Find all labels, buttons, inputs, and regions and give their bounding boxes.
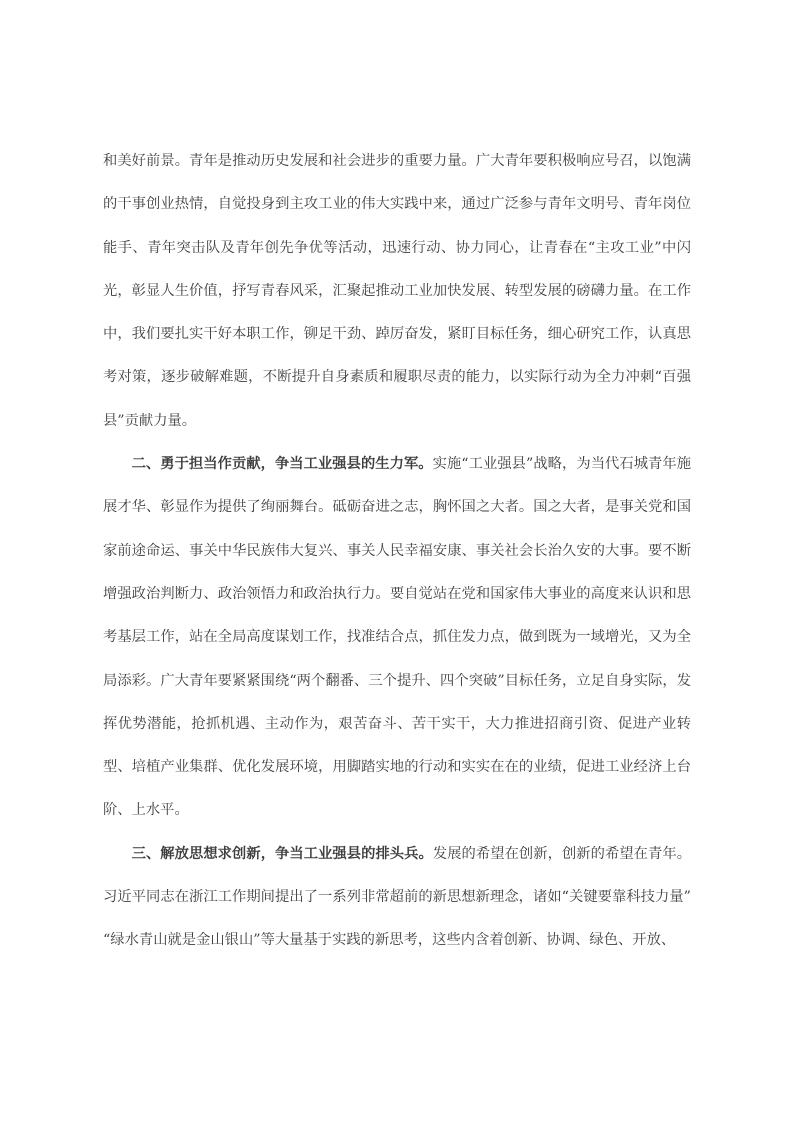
section-heading: 三、解放思想求创新，争当工业强县的排头兵。 xyxy=(131,845,433,862)
paragraph-text: 和美好前景。青年是推动历史发展和社会进步的重要力量。广大青年要积极响应号召，以饱满的干事创业热情，自觉投身到主攻工业的伟大实践中来，通过广泛参与青年文明号、青年岗位能手、青年突击队及青年创先争优等活动，迅速行动、协力同心，让青春在“主攻工业”中闪光，彰显人生价值，抒写青春风采，汇聚起推动工业加快发展、转型发展的磅礴力量。在工作中，我们要扎实干好本职工作，铆足干劲、踔厉奋发，紧盯目标任务，细心研究工作，认真思考对策，逐步破解难题，不断提升自身素质和履职尽责的能力，以实际行动为全力冲刺“百强县”贡献力量。 xyxy=(103,153,691,429)
document-body xyxy=(103,140,691,963)
paragraph-text: 实施“工业强县”战略，为当代石城青年施展才华、彰显作为提供了绚丽舞台。砥砺奋进之志，胸怀国之大者。国之大者，是事关党和国家前途命运、事关中华民族伟大复兴、事关人民幸福安康、事关社会长治久安的大事。要不断增强政治判断力、政治领悟力和政治执行力。要自觉站在党和国家伟大事业的高度来认识和思考基层工作，站在全局高度谋划工作，找准结合点，抓住发力点，做到既为一域增光，又为全局添彩。广大青年要紧紧围绕“两个翻番、三个提升、四个突破”目标任务，立足自身实际，发挥优势潜能，抢抓机遇、主动作为，艰苦奋斗、苦干实干，大力推进招商引资、促进产业转型、培植产业集群、优化发展环境，用脚踏实地的行动和实实在在的业绩，促进工业经济上台阶、上水平。 xyxy=(103,456,691,819)
paragraph-continuation xyxy=(103,140,691,443)
section-heading: 二、勇于担当作贡献，争当工业强县的生力军。 xyxy=(131,456,433,473)
paragraph-section-3 xyxy=(103,833,691,963)
paragraph-section-2 xyxy=(103,443,691,833)
paragraph-text: 发展的希望在创新，创新的希望在青年。习近平同志在浙江工作期间提出了一系列非常超前的新思想新理念，诸如“关键要靠科技力量”“绿水青山就是金山银山”等大量基于实践的新思考，这些内含着创新、协调、绿色、开放、 xyxy=(103,845,692,949)
